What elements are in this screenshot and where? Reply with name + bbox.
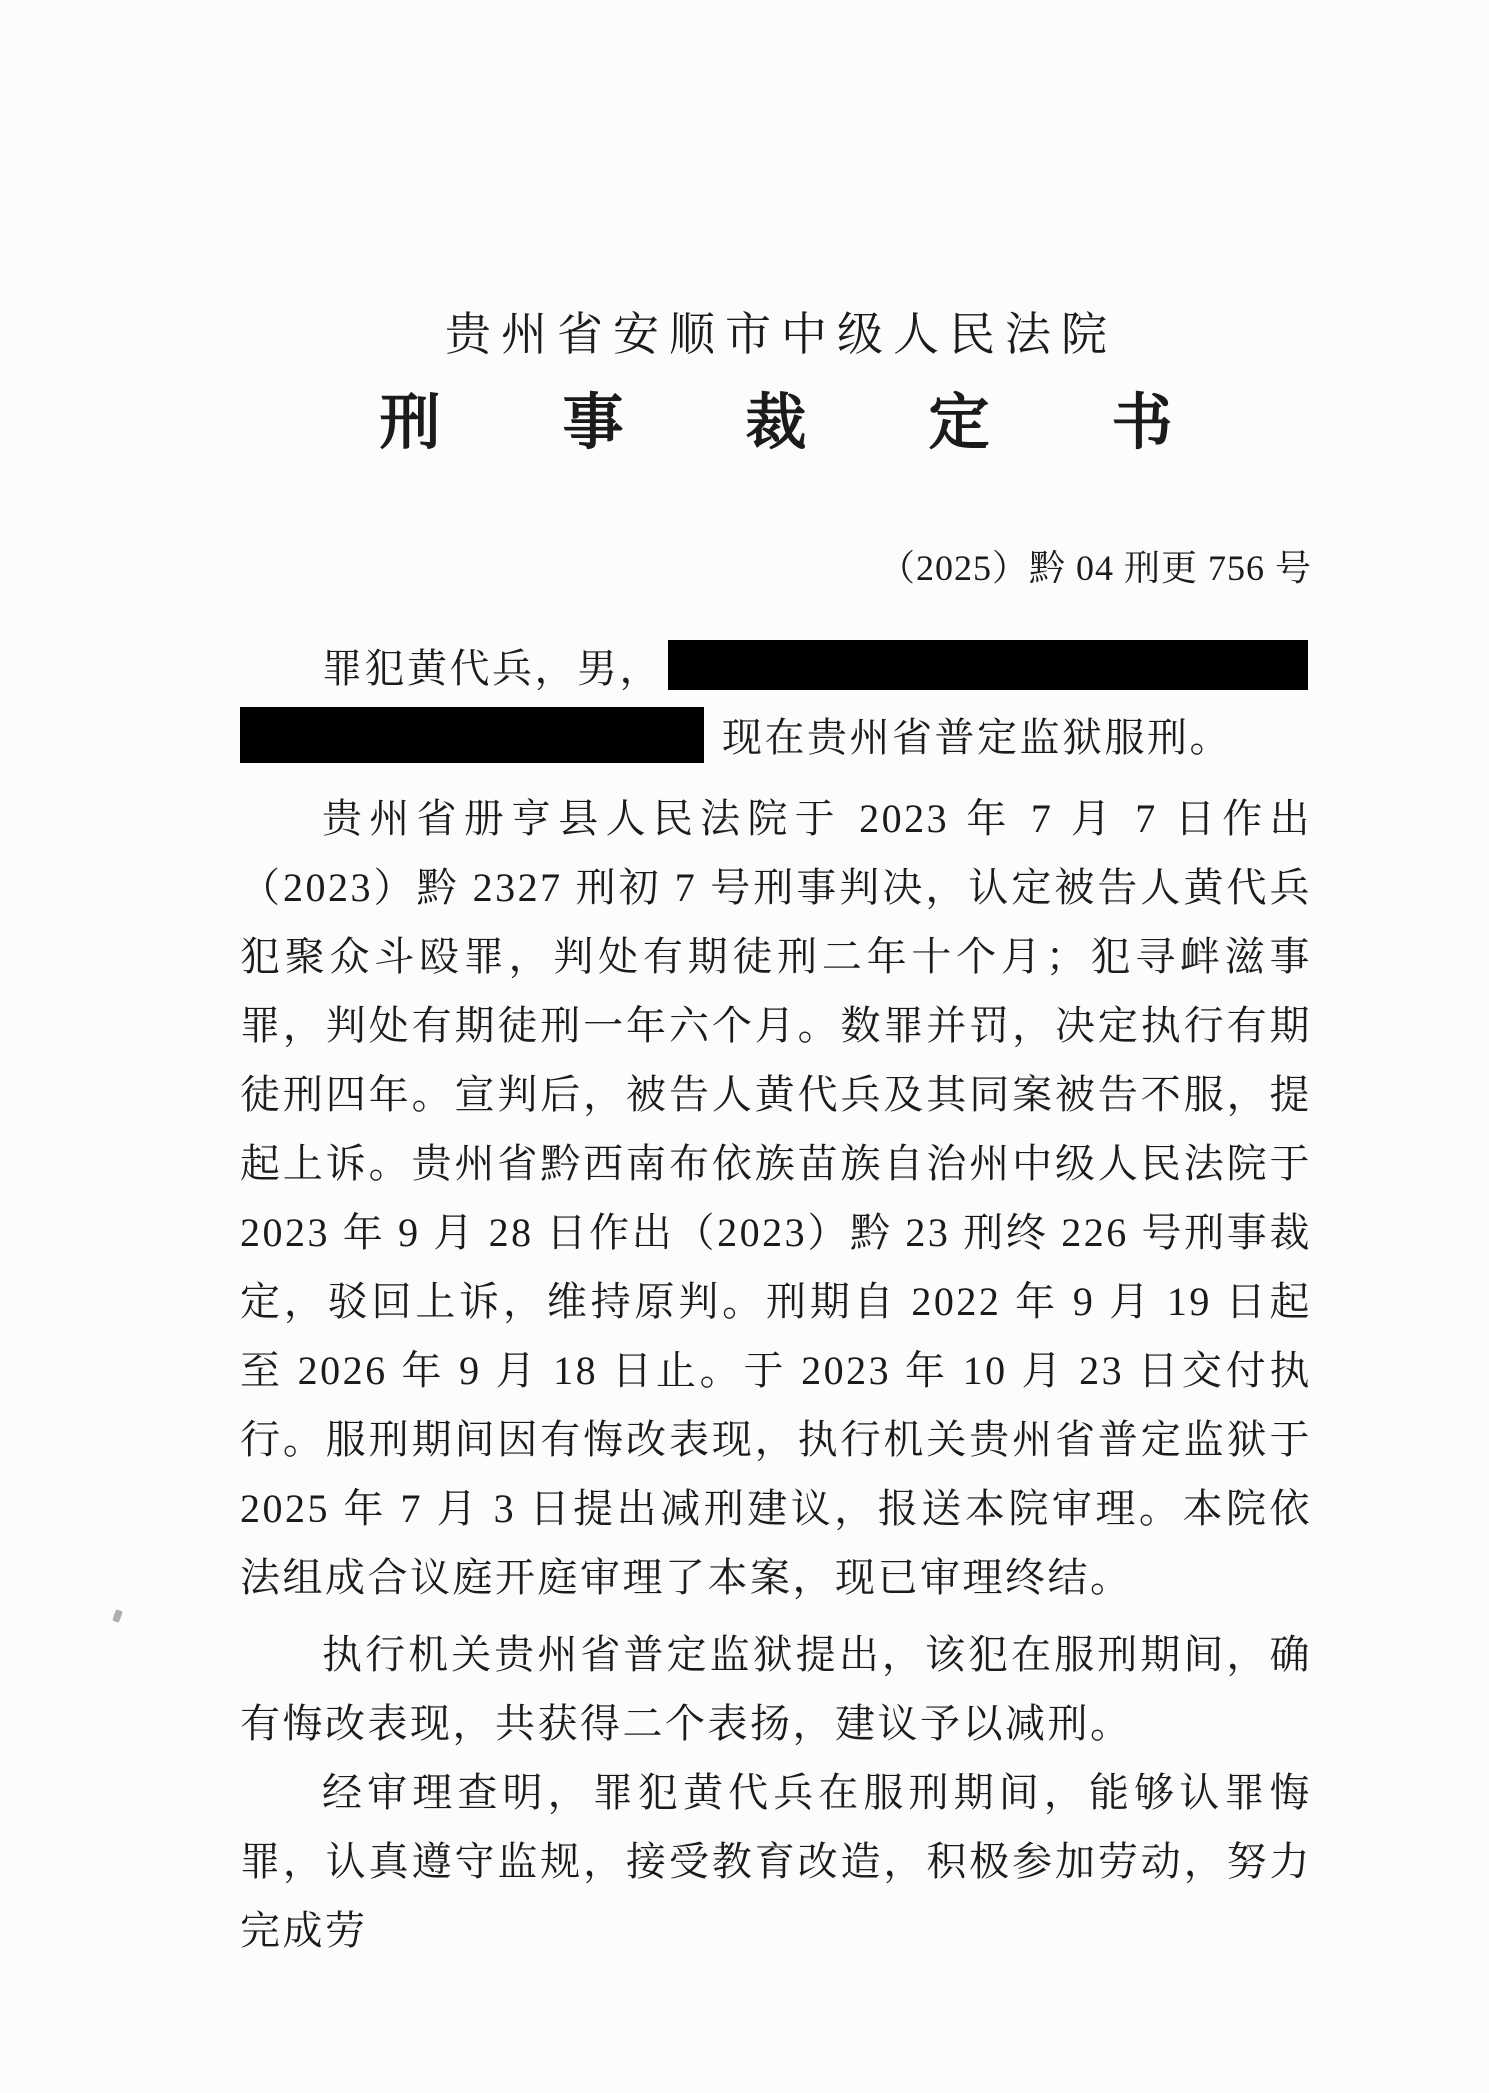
paragraph-case-history: 贵州省册亨县人民法院于 2023 年 7 月 7 日作出（2023）黔 2327 刑初 7 号刑事判决，认定被告人黄代兵犯聚众斗殴罪，判处有期徒刑二年十个月；犯寻衅滋事罪，判处有期徒刑一年六个月。数罪并罚，决定执行有期徒刑四年。宣判后，被告人黄代兵及其同案被告不服，提起上诉。贵州省黔西南布依族苗族自治州中级人民法院于 2023 年 9 月 28 日作出（2023）黔 23 刑终 226 号刑事裁定，驳回上诉，维持原判。刑期自 2022 年 9 月 19 日起至 2026 年 9 月 18 日止。于 2023 年 10 月 23 日交付执行。服刑期间因有悔改表现，执行机关贵州省普定监狱于 2025 年 7 月 3 日提出减刑建议，报送本院审理。本院依法组成合议庭开庭审理了本案，现已审理终结。 bbox=[240, 796, 1312, 1600]
court-name-heading: 贵州省安顺市中级人民法院 bbox=[445, 309, 1117, 360]
case-number: （2025）黔 04 刑更 756 号 bbox=[878, 548, 1312, 588]
party-info-line-1 bbox=[240, 634, 1312, 703]
redaction-box-2 bbox=[240, 707, 704, 763]
paragraph-court-findings: 经审理查明，罪犯黄代兵在服刑期间，能够认罪悔罪，认真遵守监规，接受教育改造，积极参加劳动，努力完成劳 bbox=[240, 1770, 1312, 1953]
document-type-title: 刑事裁定书 bbox=[379, 390, 1295, 457]
party-info-line-2 bbox=[240, 703, 1312, 772]
party-intro-text: 罪犯黄代兵，男， bbox=[322, 646, 662, 691]
scan-artifact bbox=[112, 1609, 123, 1623]
party-status-text: 现在贵州省普定监狱服刑。 bbox=[722, 715, 1232, 760]
paragraph-prison-proposal: 执行机关贵州省普定监狱提出，该犯在服刑期间，确有悔改表现，共获得二个表扬，建议予以减刑。 bbox=[240, 1632, 1312, 1746]
redaction-box-1 bbox=[668, 640, 1308, 690]
document-content bbox=[240, 0, 1312, 1965]
